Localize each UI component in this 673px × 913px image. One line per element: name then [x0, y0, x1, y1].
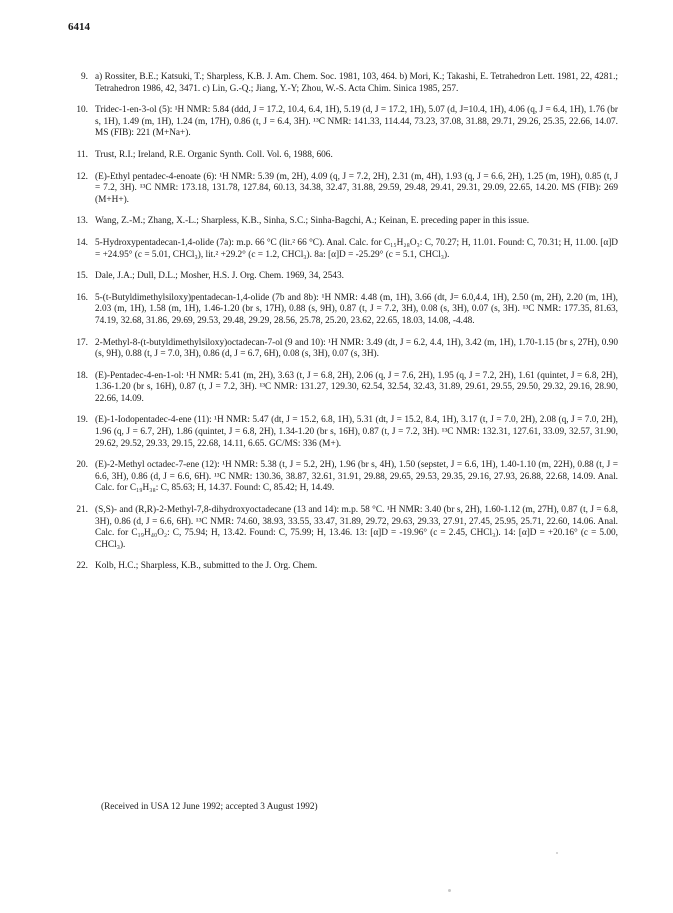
reference-text: 2-Methyl-8-(t-butyldimethylsiloxy)octadecan-7-ol (9 and 10): ¹H NMR: 3.49 (dt, J = 6.2, 4.4, 1H), 3.42 (m, 1H), 1.70-1.15 (br s, 27H), 0.90 (s, 9H), 0.88 (t, J = 7.0, 3H), 0.86 (d, J = 6.7, 6H), 0.08 (s, 3H), 0.07 (s, 3H). [95, 337, 618, 360]
reference-item [72, 561, 618, 573]
reference-text: (E)-2-Methyl octadec-7-ene (12): ¹H NMR: 5.38 (t, J = 5.2, 2H), 1.96 (br s, 4H), 1.50 (sepstet, J = 6.6, 1H), 1.40-1.10 (m, 22H), 0.88 (t, J = 6.6, 3H), 0.86 (d, J = 6.6, 6H). ¹³C NMR: 130.36, 38.87, 32.61, 31.91, 29.88, 29.65, 29.53, 29.35, 29.16, 27.93, 26.88, 22.68, 14.09. Anal. Calc. for C₁₉H₃₈: C, 85.63; H, 14.37. Found: C, 85.42; H, 14.49. [95, 460, 618, 494]
reference-number: 19. [76, 415, 88, 426]
reference-text: Kolb, H.C.; Sharpless, K.B., submitted to the J. Org. Chem. [95, 561, 318, 572]
reference-item [72, 415, 618, 450]
reference-text: 5-(t-Butyldimethylsiloxy)pentadecan-1,4-olide (7b and 8b): ¹H NMR: 4.48 (m, 1H), 3.66 (dt, J= 6.0,4.4, 1H), 2.50 (m, 2H), 2.20 (m, 1H), 2.03 (m, 1H), 1.58 (m, 1H), 1.46-1.20 (br s, 17H), 0.88 (s, 9H), 0.87 (t, J = 7.2, 3H), 0.08 (s, 3H), 0.07 (s, 3H). ¹³C NMR: 177.35, 81.63, 74.19, 32.68, 31.86, 29.69, 29.53, 29.48, 29.29, 28.56, 25.78, 25.20, 23.62, 22.65, 18.03, 14.08, -4.48. [95, 292, 618, 326]
reference-number: 22. [76, 561, 88, 572]
reference-item [72, 216, 618, 228]
reference-item [72, 238, 618, 261]
reference-number: 13. [76, 216, 88, 227]
reference-number: 16. [76, 292, 88, 303]
reference-text: 5-Hydroxypentadecan-1,4-olide (7a): m.p. 66 °C (lit.² 66 °C). Anal. Calc. for C₁₅H₂₈O₃: C, 70.27; H, 11.01. Found: C, 70.31; H, 11.00. [α]D = +24.95° (c = 5.01, CHCl₃), lit.² +29.2° (c = 1.2, CHCl₃). 8a: [α]D = -25.29° (c = 5.1, CHCl₃). [95, 237, 618, 260]
reference-text: (E)-Ethyl pentadec-4-enoate (6): ¹H NMR: 5.39 (m, 2H), 4.09 (q, J = 7.2, 2H), 2.31 (m, 4H), 1.93 (q, J = 6.6, 2H), 1.25 (m, 19H), 0.85 (t, J = 7.2, 3H). ¹³C NMR: 173.18, 131.78, 127.84, 60.13, 34.38, 32.47, 31.88, 29.59, 29.48, 29.41, 29.31, 29.09, 22.65, 14.20. MS (FIB): 269 (M+H+). [95, 171, 618, 205]
reference-number: 11. [76, 149, 88, 160]
reference-number: 18. [76, 370, 88, 381]
reference-list [72, 72, 618, 583]
reference-item [72, 293, 618, 328]
reference-item [72, 105, 618, 140]
reference-number: 10. [76, 105, 88, 116]
reference-number: 21. [76, 505, 88, 516]
reference-number: 12. [76, 171, 88, 182]
reference-item [72, 72, 618, 95]
reference-text: (S,S)- and (R,R)-2-Methyl-7,8-dihydroxyoctadecane (13 and 14): m.p. 58 °C. ¹H NMR: 3.40 (br s, 2H), 1.60-1.12 (m, 27H), 0.87 (t, J = 6.8, 3H), 0.86 (d, J = 6.6, 6H). ¹³C NMR: 74.60, 38.93, 33.55, 33.47, 31.89, 29.72, 29.63, 29.33, 27.91, 27.45, 25.95, 25.71, 22.60, 14.06. Anal. Calc. for C₁₉H₄₀O₂: C, 75.94; H, 13.42. Found: C, 75.99; H, 13.46. 13: [α]D = -19.96° (c = 2.45, CHCl₃). 14: [α]D = +20.16° (c = 5.00, CHCl₃). [95, 505, 618, 550]
reference-number: 15. [76, 271, 88, 282]
scan-speck [556, 852, 558, 854]
page-number: 6414 [68, 21, 90, 33]
reference-item [72, 172, 618, 207]
reference-number: 20. [76, 460, 88, 471]
scan-speck [448, 889, 451, 892]
reference-item [72, 271, 618, 283]
reference-item [72, 338, 618, 361]
reference-item [72, 505, 618, 551]
reference-text: a) Rossiter, B.E.; Katsuki, T.; Sharpless, K.B. J. Am. Chem. Soc. 1981, 103, 464. b) Mori, K.; Takashi, E. Tetrahedron Lett. 1981, 22, 4281.; Tetrahedron 1986, 42, 3471. c) Lin, G.-Q.; Jiang, Y.-Y; Zhou, W.-S. Acta Chim. Sinica 1985, 257. [95, 72, 618, 94]
reference-text: (E)-1-Iodopentadec-4-ene (11): ¹H NMR: 5.47 (dt, J = 15.2, 6.8, 1H), 5.31 (dt, J = 15.2, 8.4, 1H), 3.17 (t, J = 7.0, 2H), 2.08 (q, J = 7.0, 2H), 1.96 (q, J = 6.7, 2H), 1.86 (quintet, J = 6.8, 2H), 1.34-1.20 (br s, 16H), 0.87 (t, J = 7.2, 3H). ¹³C NMR: 132.31, 127.61, 33.09, 32.57, 31.90, 29.62, 29.52, 29.33, 29.15, 22.68, 14.11, 6.65. GC/MS: 336 (M+). [95, 415, 618, 449]
reference-text: Dale, J.A.; Dull, D.L.; Mosher, H.S. J. Org. Chem. 1969, 34, 2543. [95, 271, 344, 282]
reference-number: 9. [81, 72, 88, 82]
reference-number: 14. [76, 237, 88, 248]
reference-text: Wang, Z.-M.; Zhang, X.-L.; Sharpless, K.B., Sinha, S.C.; Sinha-Bagchi, A.; Keinan, E. preceding paper in this issue. [95, 216, 530, 227]
reference-number: 17. [76, 337, 88, 348]
reference-text: Trust, R.I.; Ireland, R.E. Organic Synth. Coll. Vol. 6, 1988, 606. [95, 149, 333, 160]
reference-item [72, 460, 618, 495]
reference-text: Tridec-1-en-3-ol (5): ¹H NMR: 5.84 (ddd, J = 17.2, 10.4, 6.4, 1H), 5.19 (d, J = 17.2, 1H), 5.07 (d, J=10.4, 1H), 4.06 (q, J = 6.4, 1H), 1.76 (br s, 1H), 1.49 (m, 1H), 1.24 (m, 17H), 0.86 (t, J = 6.4, 3H). ¹³C NMR: 141.33, 114.44, 73.23, 37.08, 31.88, 29.71, 29.26, 25.35, 22.66, 14.07. MS (FIB): 221 (M+Na+). [95, 105, 618, 139]
reference-text: (E)-Pentadec-4-en-1-ol: ¹H NMR: 5.41 (m, 2H), 3.63 (t, J = 6.8, 2H), 2.06 (q, J = 7.6, 2H), 1.95 (q, J = 7.2, 2H), 1.61 (quintet, J = 6.8, 2H), 1.36-1.20 (br s, 16H), 0.87 (t, J = 7.2, 3H). ¹³C NMR: 131.27, 129.30, 62.54, 32.54, 32.43, 31.89, 29.61, 29.55, 29.50, 29.32, 29.16, 28.90, 22.66, 14.09. [95, 370, 618, 404]
reference-item [72, 371, 618, 406]
received-note: (Received in USA 12 June 1992; accepted 3 August 1992) [101, 802, 318, 812]
reference-item [72, 150, 618, 162]
